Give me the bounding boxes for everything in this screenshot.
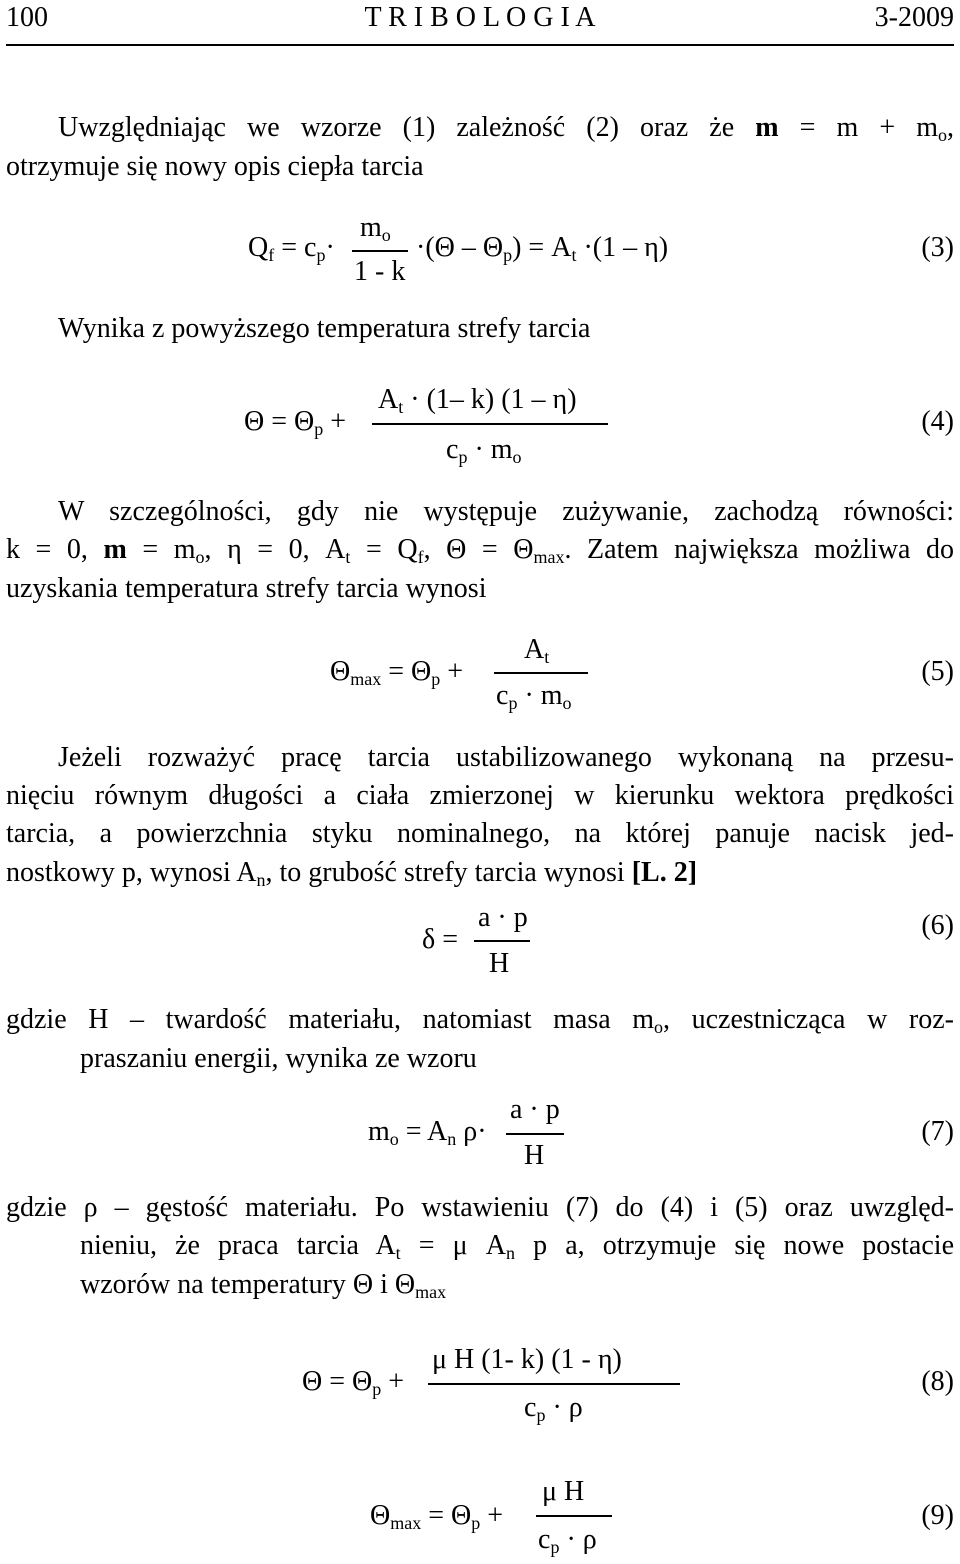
paragraph-1-line-2: otrzymuje się nowy opis ciepła tarcia <box>6 151 424 182</box>
paragraph-2-line-2: k = 0, $m = m_o$, η = 0, $A_t = Q_f$, $\Theta = \Theta_{max}$. Zatem największa możliwa do <box>6 534 955 567</box>
page-number: 100 <box>6 2 48 33</box>
paragraph-2-line-1: W szczególności, gdy nie występuje zużywanie, zachodzą równości: <box>58 496 954 527</box>
equation-number: (7) <box>921 1116 954 1147</box>
equation-number: (4) <box>921 406 954 437</box>
paragraph-3-line-4: nostkowy p, wynosi $A_n$, to grubość strefy tarcia wynosi [L. 2] <box>6 857 698 890</box>
fraction-bar <box>494 672 588 674</box>
fraction-bar <box>474 940 530 942</box>
paragraph-3-line-3: tarcia, a powierzchnia styku nominalnego, na której panuje nacisk jed- <box>6 818 954 849</box>
fraction-bar <box>506 1133 564 1135</box>
equation-number: (6) <box>921 910 954 941</box>
fraction-bar <box>428 1383 680 1385</box>
journal-title: T R I B O L O G I A <box>364 2 596 33</box>
header-rule <box>6 44 954 46</box>
equation-number: (3) <box>921 232 954 263</box>
fraction-bar <box>536 1515 612 1517</box>
paragraph-3-line-2: nięciu równym długości a ciała zmierzonej w kierunku wektora prędkości <box>6 780 954 811</box>
paragraph-5-line-2: nieniu, że praca tarcia $A_t = \mu$ $A_n$ p a, otrzymuje się nowe postacie <box>80 1230 954 1263</box>
paragraph-2-line-3: uzyskania temperatura strefy tarcia wynosi <box>6 573 487 604</box>
result-line: Wynika z powyższego temperatura strefy tarcia <box>58 313 591 344</box>
paragraph-4-line-2: praszaniu energii, wynika ze wzoru <box>80 1043 477 1074</box>
fraction-bar <box>352 250 408 252</box>
paragraph-4-line-1: gdzie H – twardość materiału, natomiast masa $m_o$, uczestnicząca w roz- <box>6 1004 954 1037</box>
equation-number: (9) <box>921 1500 954 1531</box>
paragraph-5-line-3: wzorów na temperatury Θ i $\Theta_{max}$ <box>80 1269 447 1302</box>
fraction-bar <box>372 423 608 425</box>
paragraph-1-line-1: Uwzględniając we wzorze (1) zależność (2) oraz że $m = m + m_o$, <box>58 112 955 145</box>
equation-number: (8) <box>921 1366 954 1397</box>
issue-number: 3-2009 <box>874 2 954 33</box>
paragraph-3-line-1: Jeżeli rozważyć pracę tarcia ustabilizowanego wykonaną na przesu- <box>58 742 954 773</box>
equation-number: (5) <box>921 656 954 687</box>
paragraph-5-line-1: gdzie ρ – gęstość materiału. Po wstawieniu (7) do (4) i (5) oraz uwzględ- <box>6 1192 954 1223</box>
